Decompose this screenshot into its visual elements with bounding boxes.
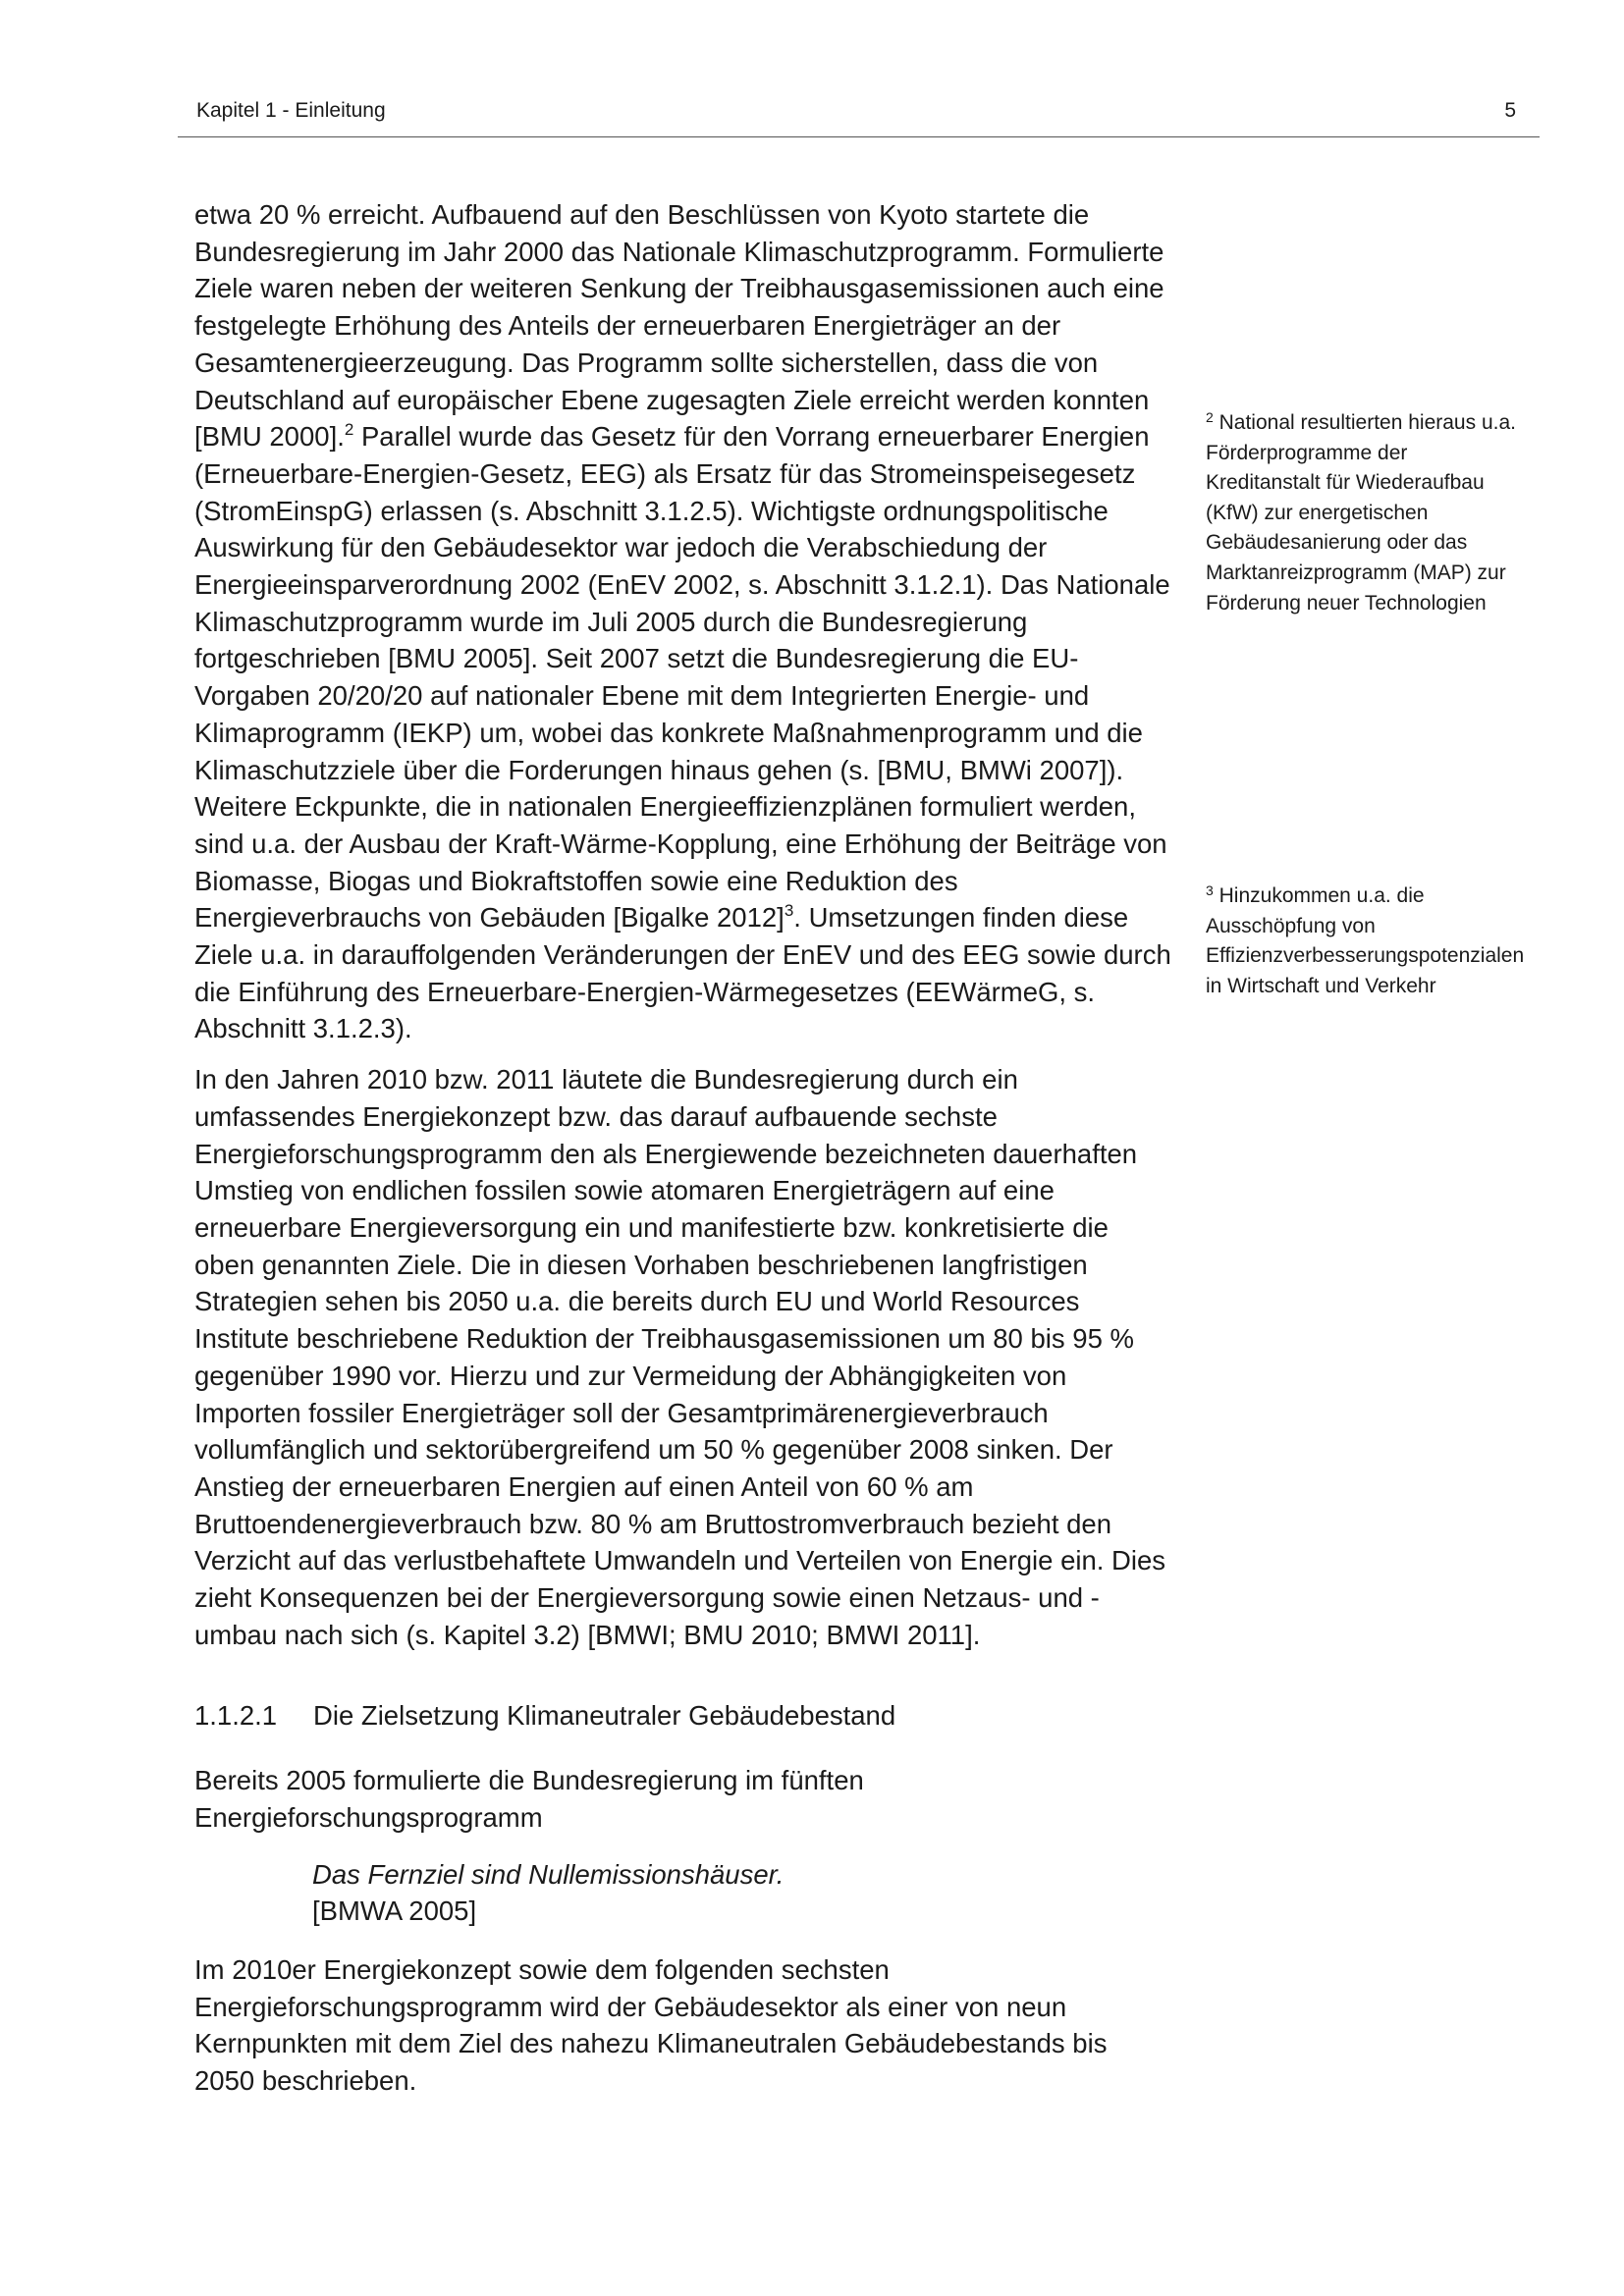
footnote-3-text: Hinzukommen u.a. die Ausschöpfung von Effizienzverbesserungspotenzialen in Wirtschaft und Verkehr — [1206, 884, 1525, 997]
main-text — [194, 196, 1172, 2100]
paragraph-1-part-3: . Umsetzungen finden diese Ziele u.a. in darauffolgenden Veränderungen der EnEV und des EEG sowie durch die Einführung des Erneuerbare-Energien-Wärmegesetzes (EEWärmeG, s. Abschnitt 3.1.2.3). — [194, 902, 1171, 1044]
section-title: Die Zielsetzung Klimaneutraler Gebäudebestand — [313, 1700, 896, 1732]
paragraph-4: Im 2010er Energiekonzept sowie dem folgenden sechsten Energieforschungsprogramm wird der Gebäudesektor als einer von neun Kernpunkten mit dem Ziel des nahezu Klimaneutralen Gebäudebestands bis 2050 beschrieben. — [194, 1953, 1108, 2097]
footnote-3-mark: 3 — [1206, 882, 1214, 898]
paragraph-2: In den Jahren 2010 bzw. 2011 läutete die Bundesregierung durch ein umfassendes Energiekonzept bzw. das darauf aufbauende sechste Energieforschungsprogramm den als Energiewende bezeichneten dauerhaften Umstieg von endlichen fossilen sowie atomaren Energieträgern auf eine erneuerbare Energieversorgung ein und manifestierte bzw. konkretisierte die oben genannten Ziele. Die in diesen Vorhaben beschriebenen langfristigen Strategien sehen bis 2050 u.a. die bereits durch EU und World Resources Institute beschriebene Reduktion der Treibhausgasemissionen um 80 bis 95 % gegenüber 1990 vor. Hierzu und zur Vermeidung der Abhängigkeiten von Importen fossiler Energieträger soll der Gesamtprimärenergieverbrauch vollumfänglich und sektorübergreifend um 50 % gegenüber 2008 sinken. Der Anstieg der erneuerbaren Energien auf einen Anteil von 60 % am Bruttoendenergieverbrauch bzw. 80 % am Bruttostromverbrauch bezieht den Verzicht auf das verlustbehaftete Umwandeln und Verteilen von Energie ein. Dies zieht Konsequenzen bei der Energieversorgung sowie einen Netzaus- und -umbau nach sich (s. Kapitel 3.2) [BMWI; BMU 2010; BMWI 2011]. — [194, 1064, 1166, 1650]
page-number: 5 — [1504, 99, 1516, 122]
paragraph-3: Bereits 2005 formulierte die Bundesregierung im fünften Energieforschungsprogramm — [194, 1765, 864, 1833]
footnote-ref-2: 2 — [344, 420, 354, 440]
footnote-2-mark: 2 — [1206, 409, 1214, 425]
quote-text: Das Fernziel sind Nullemissionshäuser. — [312, 1858, 785, 1890]
paragraph-1-part-1: etwa 20 % erreicht. Aufbauend auf den Beschlüssen von Kyoto startete die Bundesregierung im Jahr 2000 das Nationale Klimaschutzprogramm. Formulierte Ziele waren neben der weiteren Senkung der Treibhausgasemissionen auch eine festgelegte Erhöhung des Anteils der erneuerbaren Energieträger an der Gesamtenergieerzeugung. Das Programm sollte sicherstellen, dass die von Deutschland auf europäischer Ebene zugesagten Ziele erreicht werden konnten [BMU 2000]. — [194, 199, 1164, 453]
footnote-ref-3: 3 — [784, 901, 794, 921]
footnote-3 — [1206, 881, 1525, 1001]
block-quote — [312, 1856, 1172, 1930]
footnote-2 — [1206, 408, 1520, 618]
chapter-title: Kapitel 1 - Einleitung — [196, 99, 386, 122]
quote-source: [BMWA 2005] — [312, 1896, 477, 1927]
header-rule — [178, 136, 1540, 137]
paragraph-1 — [194, 196, 1172, 1047]
footnote-2-text: National resultierten hieraus u.a. Förderprogramme der Kreditanstalt für Wiederaufbau (KfW) zur energetischen Gebäudesanierung oder das Marktanreizprogramm (MAP) zur Förderung neuer Technologien — [1206, 411, 1516, 614]
section-heading — [194, 1697, 1172, 1735]
section-number: 1.1.2.1 — [194, 1700, 278, 1732]
paragraph-1-part-2: Parallel wurde das Gesetz für den Vorrang erneuerbarer Energien (Erneuerbare-Energien-Gesetz, EEG) als Ersatz für das Stromeinspeisegesetz (StromEinspG) erlassen (s. Abschnitt 3.1.2.5). Wichtigste ordnungspolitische Auswirkung für den Gebäudesektor war jedoch die Verabschiedung der Energieeinsparverordnung 2002 (EnEV 2002, s. Abschnitt 3.1.2.1). Das Nationale Klimaschutzprogramm wurde im Juli 2005 durch die Bundesregierung fortgeschrieben [BMU 2005]. Seit 2007 setzt die Bundesregierung die EU-Vorgaben 20/20/20 auf nationaler Ebene mit dem Integrierten Energie- und Klimaprogramm (IEKP) um, wobei das konkrete Maßnahmenprogramm und die Klimaschutzziele über die Forderungen hinaus gehen (s. [BMU, BMWi 2007]). Weitere Eckpunkte, die in nationalen Energieeffizienzplänen formuliert werden, sind u.a. der Ausbau der Kraft-Wärme-Kopplung, eine Erhöhung der Beiträge von Biomasse, Biogas und Biokraftstoffen sowie eine Reduktion des Energieverbrauchs von Gebäuden [Bigalke 2012] — [194, 421, 1170, 934]
